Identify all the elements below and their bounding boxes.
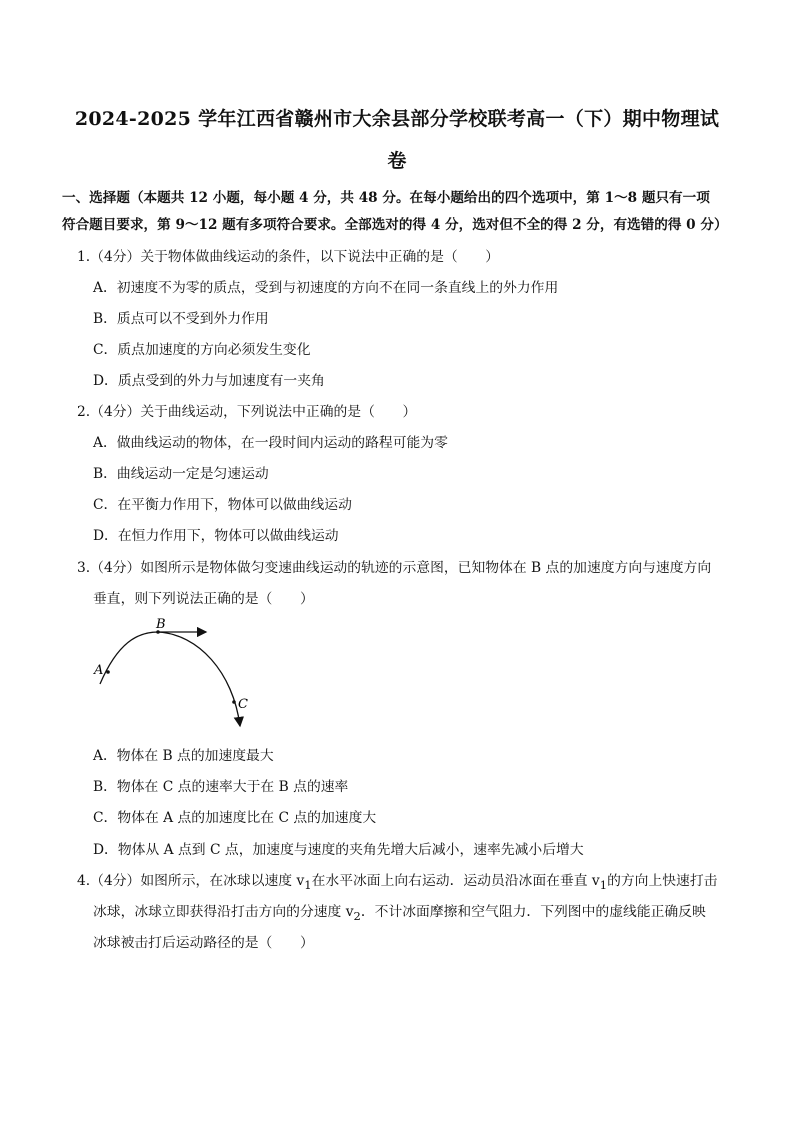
question-3-stem: 3.（4分）如图所示是物体做匀变速曲线运动的轨迹的示意图，已知物体在 B 点的加速度方向与速度方向 <box>77 560 712 576</box>
q4-line2-part2: ．不计冰面摩擦和空气阻力．下列图中的虚线能正确反映 <box>360 904 706 920</box>
section-line2: 符合题目要求，第 9～12 题有多项符合要求。全部选对的得 4 分，选对但不全的得 2 分，有选错的得 0 分） <box>62 217 728 233</box>
question-2-option-a: A．做曲线运动的物体，在一段时间内运动的路程可能为零 <box>93 435 448 451</box>
q4-stem-part2: 在水平冰面上向右运动．运动员沿冰面在垂直 v <box>311 873 600 889</box>
q4-sub-v2: 2 <box>353 908 361 923</box>
question-4-line3: 冰球被击打后运动路径的是（ ） <box>93 935 314 951</box>
question-2-option-d: D．在恒力作用下，物体可以做曲线运动 <box>93 528 339 544</box>
q4-stem-part3: 的方向上快速打击 <box>607 873 718 889</box>
question-2-stem: 2.（4分）关于曲线运动，下列说法中正确的是（ ） <box>77 404 417 420</box>
question-4-line2 <box>93 897 743 931</box>
question-1-option-c: C．质点加速度的方向必须发生变化 <box>93 342 311 358</box>
q4-sub-v1-b: 1 <box>599 877 608 892</box>
question-1-option-a: A．初速度不为零的质点，受到与初速度的方向不在同一条直线上的外力作用 <box>93 280 559 296</box>
trajectory-figure <box>88 612 258 737</box>
question-4-stem <box>77 866 742 900</box>
section-line1: 一、选择题（本题共 12 小题，每小题 4 分，共 48 分。在每小题给出的四个选项中，第 1～8 题只有一项 <box>62 190 710 206</box>
question-3-stem-cont: 垂直，则下列说法正确的是（ ） <box>93 591 314 607</box>
question-1-option-b: B．质点可以不受到外力作用 <box>93 311 269 327</box>
question-3-option-b: B．物体在 C 点的速率大于在 B 点的速率 <box>93 779 349 795</box>
section-instructions <box>62 185 742 239</box>
point-a-dot <box>106 670 110 674</box>
question-2-option-c: C．在平衡力作用下，物体可以做曲线运动 <box>93 497 352 513</box>
exam-title-line2: 卷 <box>387 150 407 172</box>
question-3-option-c: C．物体在 A 点的加速度比在 C 点的加速度大 <box>93 810 377 826</box>
question-3-option-d: D．物体从 A 点到 C 点，加速度与速度的夹角先增大后减小，速率先减小后增大 <box>93 842 584 858</box>
q4-stem-part1: 4.（4分）如图所示，在冰球以速度 v <box>77 873 305 889</box>
exam-title-line1: 2024-2025 学年江西省赣州市大余县部分学校联考高一（下）期中物理试 <box>74 108 720 130</box>
trajectory-curve <box>100 632 240 726</box>
question-3-option-a: A．物体在 B 点的加速度最大 <box>93 748 274 764</box>
point-c-dot <box>232 700 236 704</box>
question-2-option-b: B．曲线运动一定是匀速运动 <box>93 466 269 482</box>
question-1-option-d: D．质点受到的外力与加速度有一夹角 <box>93 373 325 389</box>
q4-line2-part1: 冰球，冰球立即获得沿打击方向的分速度 v <box>93 904 354 920</box>
question-1-stem: 1.（4分）关于物体做曲线运动的条件，以下说法中正确的是（ ） <box>77 249 500 265</box>
label-c: C <box>238 697 248 712</box>
q4-sub-v1: 1 <box>304 877 312 892</box>
label-b: B <box>156 617 166 632</box>
label-a: A <box>94 663 104 678</box>
